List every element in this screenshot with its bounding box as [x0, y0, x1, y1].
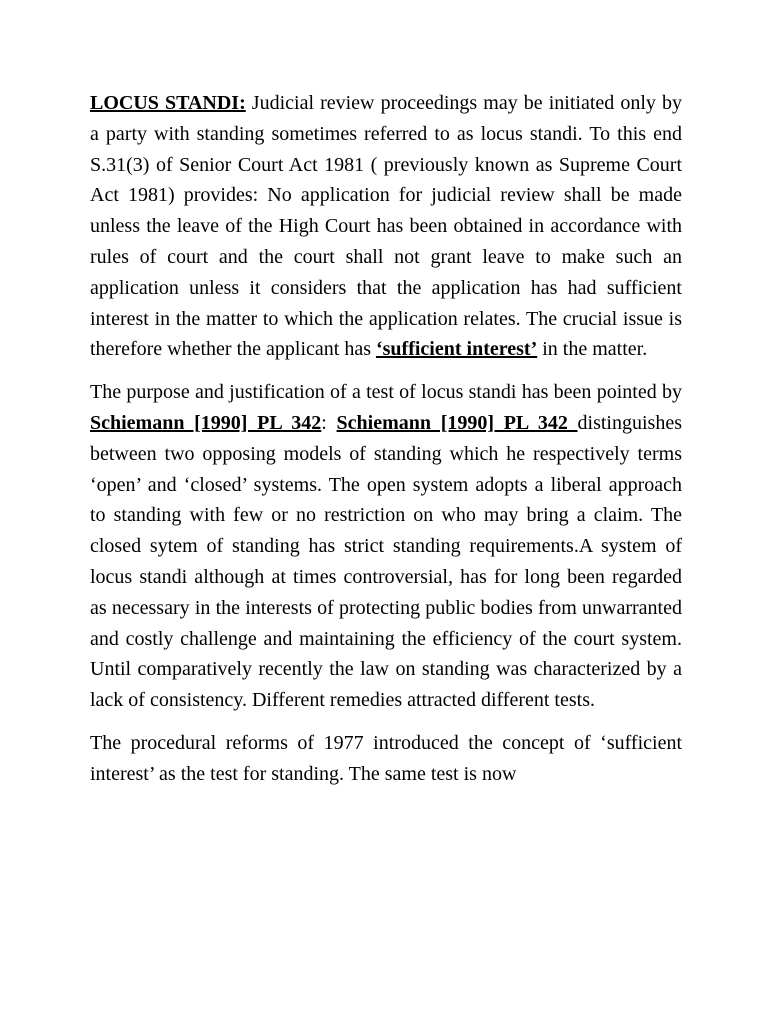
paragraph-text: : — [321, 411, 337, 434]
paragraph-purpose — [90, 377, 682, 716]
paragraph-text: distinguishes between two opposing models of standing which he respectively terms ‘open’ and ‘closed’ systems. The open system adopts a liberal approach to standing with few or no restriction on who may bring a claim. The closed sytem of standing has strict standing requirements.A system of locus standi although at times controversial, has for long been regarded as necessary in the interests of protecting public bodies from unwarranted and costly challenge and maintaining the efficiency of the court system. Until comparatively recently the law on standing was characterized by a lack of consistency. Different remedies attracted different tests. — [90, 411, 682, 712]
case-citation: Schiemann [1990] PL 342 — [90, 411, 322, 434]
case-citation: Schiemann [1990] PL 342 — [336, 411, 578, 434]
emphasis-term: ‘sufficient interest’ — [375, 338, 538, 361]
paragraph-procedural-reforms — [90, 728, 682, 790]
paragraph-text: The procedural reforms of 1977 introduced the concept of ‘sufficient interest’ as the test for standing. The same test is now — [90, 731, 682, 785]
paragraph-text: The purpose and justification of a test of locus standi has been pointed by — [90, 381, 682, 404]
paragraph-text: in the matter. — [537, 338, 648, 361]
paragraph-text: Judicial review proceedings may be initiated only by a party with standing sometimes referred to as locus standi. To this end S.31(3) of Senior Court Act 1981 ( previously known as Supreme Court Act 1981) provides: No application for judicial review shall be made unless the leave of the High Court has been obtained in accordance with rules of court and the court shall not grant leave to make such an application unless it considers that the application has had sufficient interest in the matter to which the application relates. The crucial issue is therefore whether the applicant has — [90, 92, 682, 361]
paragraph-locus-standi — [90, 88, 682, 365]
section-heading: LOCUS STANDI: — [90, 92, 246, 114]
